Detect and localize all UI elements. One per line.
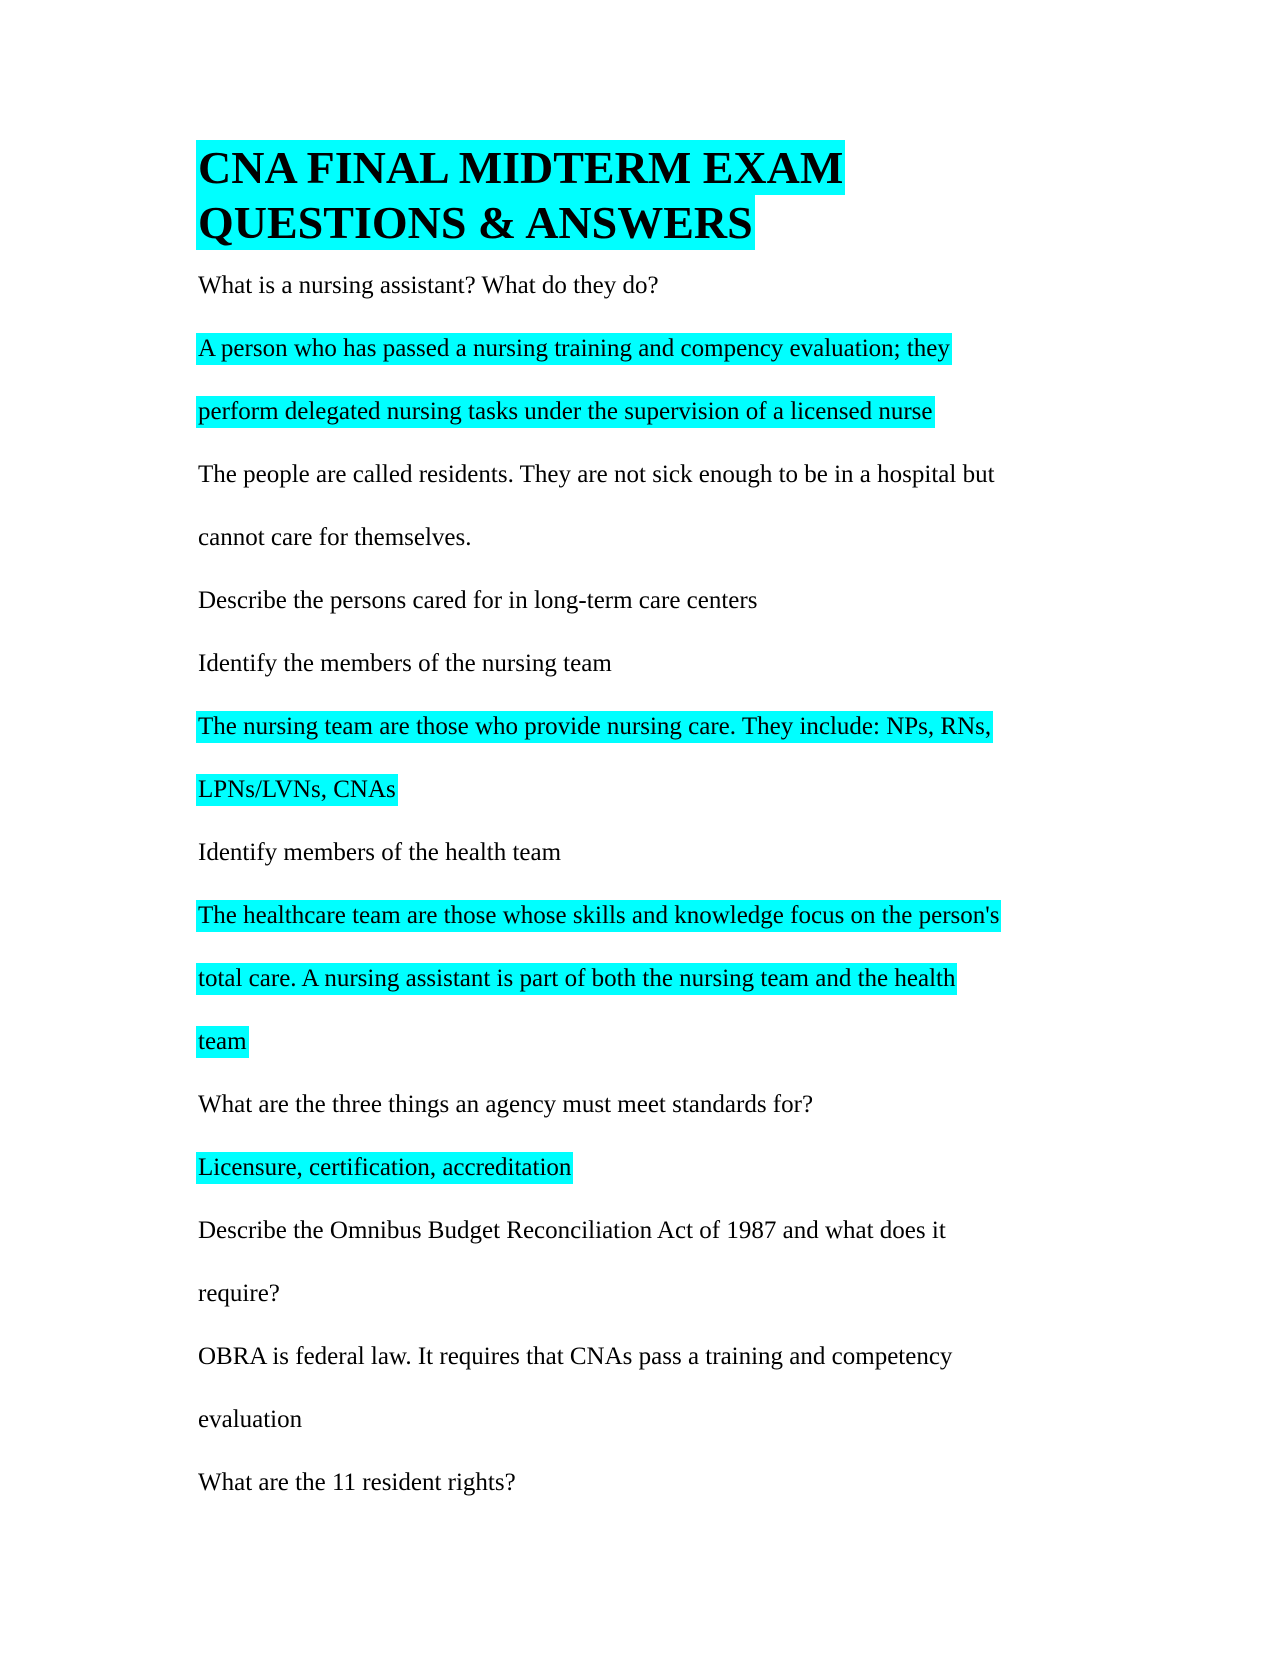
highlighted-line — [196, 396, 1096, 459]
line-text: What are the 11 resident rights? — [198, 1469, 516, 1496]
text-line — [196, 1404, 1096, 1467]
text-line — [196, 585, 1096, 648]
text-line — [196, 1278, 1096, 1341]
highlighted-line — [196, 1026, 1096, 1089]
line-text: A person who has passed a nursing training and compency evaluation; they — [196, 333, 952, 365]
document-content — [196, 140, 1096, 1530]
highlighted-line — [196, 711, 1096, 774]
line-text: What is a nursing assistant? What do they do? — [198, 272, 659, 299]
line-text: LPNs/LVNs, CNAs — [196, 774, 398, 806]
text-line — [196, 648, 1096, 711]
highlighted-line — [196, 333, 1096, 396]
line-text: perform delegated nursing tasks under the supervision of a licensed nurse — [196, 396, 935, 428]
line-text: The people are called residents. They are not sick enough to be in a hospital but — [198, 461, 995, 488]
text-line — [196, 270, 1096, 333]
line-text: evaluation — [198, 1406, 303, 1433]
highlighted-line — [196, 963, 1096, 1026]
text-line — [196, 1341, 1096, 1404]
line-text: Licensure, certification, accreditation — [196, 1152, 573, 1184]
text-line — [196, 522, 1096, 585]
line-text: The healthcare team are those whose skills and knowledge focus on the person's — [196, 900, 1001, 932]
text-line — [196, 1089, 1096, 1152]
line-text: cannot care for themselves. — [198, 524, 472, 551]
line-text: Identify members of the health team — [198, 839, 562, 866]
text-line — [196, 459, 1096, 522]
title-line — [196, 195, 1096, 250]
title-line-text: QUESTIONS & ANSWERS — [198, 197, 753, 248]
title-line — [196, 140, 1096, 195]
highlighted-line — [196, 1152, 1096, 1215]
highlighted-line — [196, 774, 1096, 837]
line-text: total care. A nursing assistant is part of both the nursing team and the health — [196, 963, 957, 995]
line-text: Identify the members of the nursing team — [198, 650, 612, 677]
text-lines — [196, 270, 1096, 1530]
text-line — [196, 837, 1096, 900]
line-text: What are the three things an agency must meet standards for? — [198, 1091, 814, 1118]
title-line-text: CNA FINAL MIDTERM EXAM — [198, 142, 844, 193]
text-line — [196, 1467, 1096, 1530]
page-title — [196, 140, 1096, 250]
line-text: OBRA is federal law. It requires that CNAs pass a training and competency — [198, 1343, 953, 1370]
line-text: require? — [198, 1280, 280, 1307]
text-line — [196, 1215, 1096, 1278]
line-text: Describe the persons cared for in long-term care centers — [198, 587, 758, 614]
line-text: Describe the Omnibus Budget Reconciliation Act of 1987 and what does it — [198, 1217, 946, 1244]
line-text: The nursing team are those who provide nursing care. They include: NPs, RNs, — [196, 711, 993, 743]
line-text: team — [196, 1026, 249, 1058]
highlighted-line — [196, 900, 1096, 963]
